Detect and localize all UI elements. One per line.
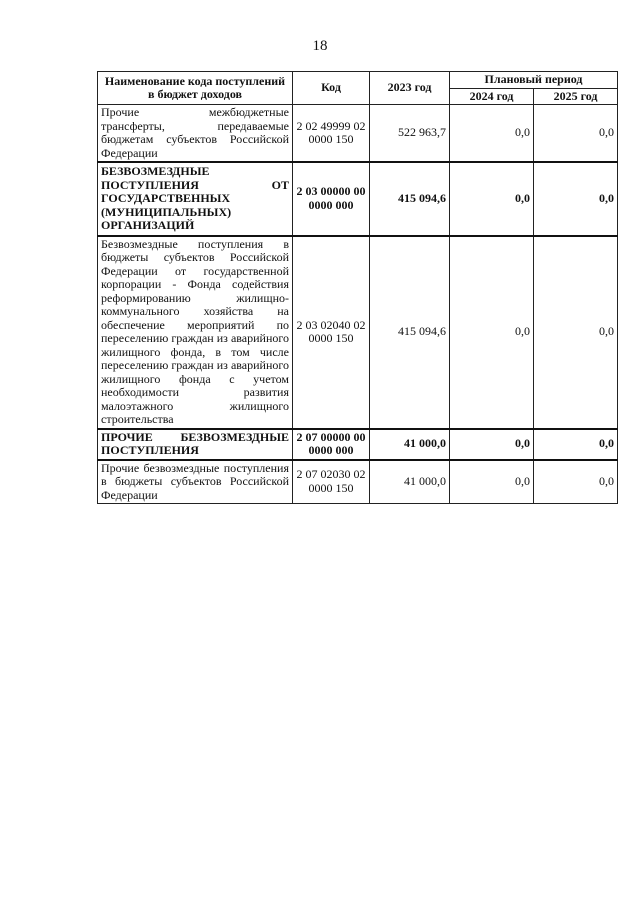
table-row (98, 162, 618, 236)
header-code: Код (293, 72, 370, 105)
row-value-2024: 0,0 (450, 460, 534, 504)
page-number: 18 (312, 38, 328, 54)
table-row (98, 429, 618, 460)
table-row (98, 236, 618, 429)
table-row (98, 460, 618, 504)
row-value-2023: 415 094,6 (370, 162, 450, 236)
row-value-2023: 41 000,0 (370, 460, 450, 504)
header-2023: 2023 год (370, 72, 450, 105)
header-planned-period: Плановый период (450, 72, 618, 89)
row-name: БЕЗВОЗМЕЗДНЫЕ ПОСТУПЛЕНИЯ ОТ ГОСУДАРСТВЕННЫХ (МУНИЦИПАЛЬНЫХ) ОРГАНИЗАЦИЙ (98, 162, 293, 236)
row-value-2024: 0,0 (450, 429, 534, 460)
header-2024: 2024 год (450, 88, 534, 105)
revenue-table (97, 71, 618, 504)
row-value-2025: 0,0 (534, 460, 618, 504)
row-code: 2 02 49999 02 0000 150 (293, 105, 370, 163)
row-name: Безвозмездные поступления в бюджеты субъектов Российской Федерации от государственной корпорации - Фонда содействия реформированию жилищно-коммунального хозяйства на обеспечение мероприятий по переселению граждан из аварийного жилищного фонда, в том числе переселению граждан из аварийного жилищного фонда с учетом необходимости развития малоэтажного жилищного строительства (98, 236, 293, 429)
row-value-2025: 0,0 (534, 105, 618, 163)
table-row (98, 105, 618, 163)
row-name: Прочие межбюджетные трансферты, передаваемые бюджетам субъектов Российской Федерации (98, 105, 293, 163)
row-value-2025: 0,0 (534, 162, 618, 236)
row-value-2025: 0,0 (534, 429, 618, 460)
row-code: 2 03 02040 02 0000 150 (293, 236, 370, 429)
row-value-2023: 415 094,6 (370, 236, 450, 429)
row-value-2024: 0,0 (450, 105, 534, 163)
row-value-2025: 0,0 (534, 236, 618, 429)
row-name: ПРОЧИЕ БЕЗВОЗМЕЗДНЫЕ ПОСТУПЛЕНИЯ (98, 429, 293, 460)
header-name: Наименование кода поступлений в бюджет доходов (98, 72, 293, 105)
row-code: 2 07 02030 02 0000 150 (293, 460, 370, 504)
row-value-2024: 0,0 (450, 236, 534, 429)
row-name: Прочие безвозмездные поступления в бюджеты субъектов Российской Федерации (98, 460, 293, 504)
row-value-2023: 41 000,0 (370, 429, 450, 460)
row-value-2024: 0,0 (450, 162, 534, 236)
header-row-1 (98, 72, 618, 89)
row-code: 2 07 00000 00 0000 000 (293, 429, 370, 460)
row-value-2023: 522 963,7 (370, 105, 450, 163)
row-code: 2 03 00000 00 0000 000 (293, 162, 370, 236)
header-2025: 2025 год (534, 88, 618, 105)
